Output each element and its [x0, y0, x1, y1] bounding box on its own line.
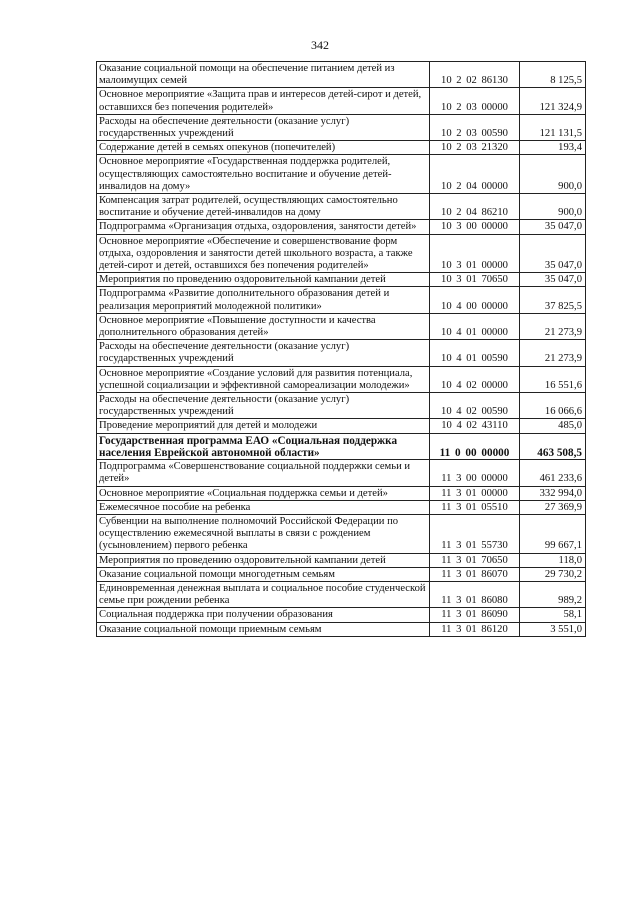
row-code-cell: 10 4 02 00000 [430, 366, 520, 392]
row-name-cell: Оказание социальной помощи на обеспечение питанием детей из малоимущих семей [97, 62, 430, 88]
table-row [97, 514, 586, 553]
row-sum-cell: 21 273,9 [520, 313, 586, 339]
row-name-cell: Основное мероприятие «Социальная поддержка семьи и детей» [97, 486, 430, 500]
row-sum-cell: 485,0 [520, 419, 586, 433]
table-row [97, 88, 586, 114]
row-name-cell: Расходы на обеспечение деятельности (оказание услуг) государственных учреждений [97, 393, 430, 419]
row-code-cell: 10 3 01 70650 [430, 273, 520, 287]
row-name-cell: Единовременная денежная выплата и социальное пособие студенческой семье при рождении ребенка [97, 581, 430, 607]
row-code-cell: 10 2 03 00000 [430, 88, 520, 114]
row-name-cell: Мероприятия по проведению оздоровительной кампании детей [97, 553, 430, 567]
table-row [97, 486, 586, 500]
row-code-cell: 10 4 02 43110 [430, 419, 520, 433]
row-sum-cell: 900,0 [520, 155, 586, 194]
row-code-cell: 10 4 00 00000 [430, 287, 520, 313]
row-name-cell: Основное мероприятие «Повышение доступности и качества дополнительного образования детей» [97, 313, 430, 339]
table-row [97, 433, 586, 459]
row-name-cell: Содержание детей в семьях опекунов (попечителей) [97, 141, 430, 155]
row-sum-cell: 99 667,1 [520, 514, 586, 553]
row-name-cell: Подпрограмма «Развитие дополнительного образования детей и реализация мероприятий молодежной политики» [97, 287, 430, 313]
row-sum-cell: 118,0 [520, 553, 586, 567]
row-sum-cell: 3 551,0 [520, 622, 586, 636]
table-row [97, 581, 586, 607]
row-sum-cell: 37 825,5 [520, 287, 586, 313]
row-name-cell: Компенсация затрат родителей, осуществляющих самостоятельно воспитание и обучение детей-инвалидов на дому [97, 194, 430, 220]
row-name-cell: Расходы на обеспечение деятельности (оказание услуг) государственных учреждений [97, 114, 430, 140]
row-code-cell: 10 4 01 00590 [430, 340, 520, 366]
table-row [97, 114, 586, 140]
row-code-cell: 11 3 01 86070 [430, 567, 520, 581]
row-sum-cell: 121 324,9 [520, 88, 586, 114]
row-code-cell: 11 3 00 00000 [430, 460, 520, 486]
table-row [97, 141, 586, 155]
row-sum-cell: 8 125,5 [520, 62, 586, 88]
row-sum-cell: 27 369,9 [520, 500, 586, 514]
row-code-cell: 11 3 01 86090 [430, 608, 520, 622]
row-name-cell: Основное мероприятие «Государственная поддержка родителей, осуществляющих самостоятельно воспитание и обучение детей-инвалидов на дому» [97, 155, 430, 194]
row-sum-cell: 332 994,0 [520, 486, 586, 500]
row-sum-cell: 463 508,5 [520, 433, 586, 459]
table-row [97, 234, 586, 273]
table-row [97, 220, 586, 234]
row-code-cell: 10 2 04 86210 [430, 194, 520, 220]
row-sum-cell: 121 131,5 [520, 114, 586, 140]
table-row [97, 313, 586, 339]
row-sum-cell: 29 730,2 [520, 567, 586, 581]
budget-table [96, 61, 586, 637]
row-code-cell: 11 3 01 05510 [430, 500, 520, 514]
row-code-cell: 11 0 00 00000 [430, 433, 520, 459]
table-row [97, 622, 586, 636]
row-code-cell: 11 3 01 70650 [430, 553, 520, 567]
row-name-cell: Ежемесячное пособие на ребенка [97, 500, 430, 514]
row-sum-cell: 35 047,0 [520, 234, 586, 273]
row-code-cell: 10 2 04 00000 [430, 155, 520, 194]
row-code-cell: 11 3 01 86080 [430, 581, 520, 607]
row-name-cell: Основное мероприятие «Создание условий для развития потенциала, успешной социализации и эффективной самореализации молодежи» [97, 366, 430, 392]
table-row [97, 194, 586, 220]
row-code-cell: 11 3 01 86120 [430, 622, 520, 636]
row-sum-cell: 35 047,0 [520, 220, 586, 234]
table-row [97, 608, 586, 622]
row-code-cell: 10 2 03 21320 [430, 141, 520, 155]
row-sum-cell: 989,2 [520, 581, 586, 607]
row-code-cell: 11 3 01 00000 [430, 486, 520, 500]
row-sum-cell: 16 066,6 [520, 393, 586, 419]
table-row [97, 366, 586, 392]
table-row [97, 553, 586, 567]
table-row [97, 419, 586, 433]
page-number: 342 [311, 38, 329, 52]
row-name-cell: Оказание социальной помощи приемным семьям [97, 622, 430, 636]
row-code-cell: 10 4 01 00000 [430, 313, 520, 339]
table-row [97, 460, 586, 486]
row-name-cell: Расходы на обеспечение деятельности (оказание услуг) государственных учреждений [97, 340, 430, 366]
row-code-cell: 10 4 02 00590 [430, 393, 520, 419]
budget-table-body [97, 62, 586, 637]
row-name-cell: Основное мероприятие «Защита прав и интересов детей-сирот и детей, оставшихся без попечения родителей» [97, 88, 430, 114]
table-row [97, 500, 586, 514]
row-sum-cell: 58,1 [520, 608, 586, 622]
row-sum-cell: 21 273,9 [520, 340, 586, 366]
row-name-cell: Социальная поддержка при получении образования [97, 608, 430, 622]
row-sum-cell: 193,4 [520, 141, 586, 155]
row-code-cell: 10 3 01 00000 [430, 234, 520, 273]
table-row [97, 287, 586, 313]
row-sum-cell: 16 551,6 [520, 366, 586, 392]
table-row [97, 62, 586, 88]
row-code-cell: 11 3 01 55730 [430, 514, 520, 553]
table-row [97, 393, 586, 419]
row-name-cell: Субвенции на выполнение полномочий Российской Федерации по осуществлению ежемесячной выплаты в связи с рождением (усыновлением) первого ребенка [97, 514, 430, 553]
row-sum-cell: 35 047,0 [520, 273, 586, 287]
row-name-cell: Основное мероприятие «Обеспечение и совершенствование форм отдыха, оздоровления и занятости детей школьного возраста, а также детей-сирот и детей, оставшихся без попечения родителей» [97, 234, 430, 273]
row-name-cell: Подпрограмма «Совершенствование социальной поддержки семьи и детей» [97, 460, 430, 486]
row-code-cell: 10 2 03 00590 [430, 114, 520, 140]
table-row [97, 340, 586, 366]
row-code-cell: 10 2 02 86130 [430, 62, 520, 88]
row-code-cell: 10 3 00 00000 [430, 220, 520, 234]
row-name-cell: Мероприятия по проведению оздоровительной кампании детей [97, 273, 430, 287]
table-row [97, 273, 586, 287]
row-name-cell: Государственная программа ЕАО «Социальная поддержка населения Еврейской автономной области» [97, 433, 430, 459]
table-row [97, 567, 586, 581]
row-name-cell: Оказание социальной помощи многодетным семьям [97, 567, 430, 581]
table-row [97, 155, 586, 194]
row-name-cell: Проведение мероприятий для детей и молодежи [97, 419, 430, 433]
row-name-cell: Подпрограмма «Организация отдыха, оздоровления, занятости детей» [97, 220, 430, 234]
row-sum-cell: 461 233,6 [520, 460, 586, 486]
row-sum-cell: 900,0 [520, 194, 586, 220]
